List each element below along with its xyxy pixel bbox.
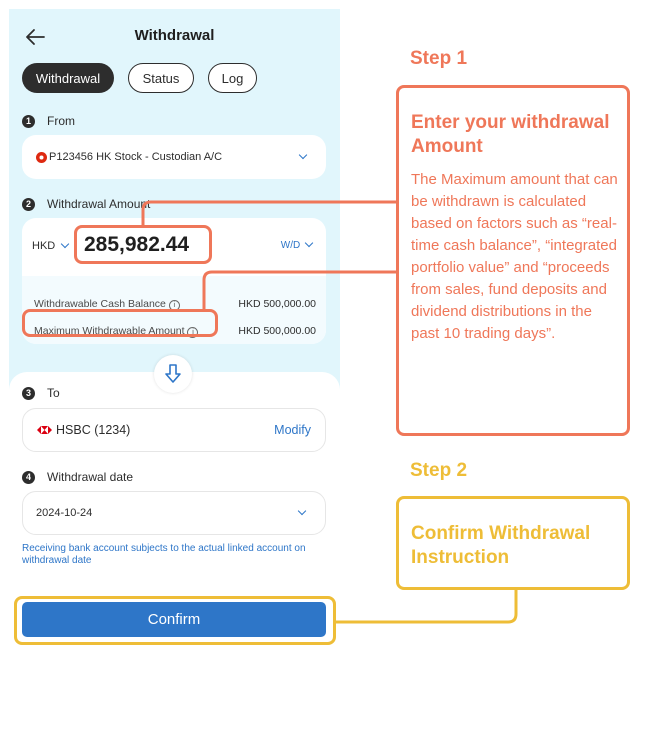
bank-name: HSBC (1234) <box>56 423 131 437</box>
currency-label: HKD <box>32 240 56 252</box>
max-withdrawable-value: HKD 500,000.00 <box>238 325 316 337</box>
from-label-text: From <box>47 114 75 128</box>
step-number: 2 <box>22 198 35 211</box>
page-title: Withdrawal <box>134 27 215 44</box>
step2-heading: Step 2 <box>410 460 468 481</box>
step1-body: The Maximum amount that can be withdrawn is calculated based on factors such as “real-time cash balance”, “integrated portfolio value” and “proceeds from sales, fund deposits and dividend distributions in the past 10 trading days”. <box>411 171 618 342</box>
step1-heading: Step 1 <box>410 48 468 69</box>
tab-status[interactable]: Status <box>128 63 194 93</box>
info-icon[interactable]: i <box>187 327 198 338</box>
confirm-button[interactable]: Confirm <box>22 602 326 637</box>
info-icon[interactable]: i <box>169 300 180 311</box>
date-note: Receiving bank account subjects to the actual linked account on withdrawal date <box>22 543 306 566</box>
withdrawable-cash-label-text: Withdrawable Cash Balance <box>34 298 166 310</box>
date-value: 2024-10-24 <box>36 507 93 519</box>
step-number: 4 <box>22 471 35 484</box>
amount-label-text: Withdrawal Amount <box>47 197 151 211</box>
withdrawable-cash-value: HKD 500,000.00 <box>238 298 316 310</box>
modify-link[interactable]: Modify <box>274 423 311 437</box>
amount-input[interactable]: 285,982.44 <box>84 233 190 256</box>
max-withdrawable-label-text: Maximum Withdrawable Amount <box>34 325 185 337</box>
step2-title: Confirm Withdrawal Instruction <box>411 523 591 568</box>
wd-label: W/D <box>280 240 301 251</box>
step1-title: Enter your withdrawal Amount <box>411 112 610 157</box>
step-number: 1 <box>22 115 35 128</box>
step1-panel <box>396 85 630 436</box>
tab-withdrawal[interactable]: Withdrawal <box>22 63 114 93</box>
to-label-text: To <box>47 386 60 400</box>
step-number: 3 <box>22 387 35 400</box>
from-account-name: P123456 HK Stock - Custodian A/C <box>49 151 223 163</box>
step2-panel <box>396 496 630 590</box>
tab-log[interactable]: Log <box>208 63 257 93</box>
date-label-text: Withdrawal date <box>47 470 134 484</box>
